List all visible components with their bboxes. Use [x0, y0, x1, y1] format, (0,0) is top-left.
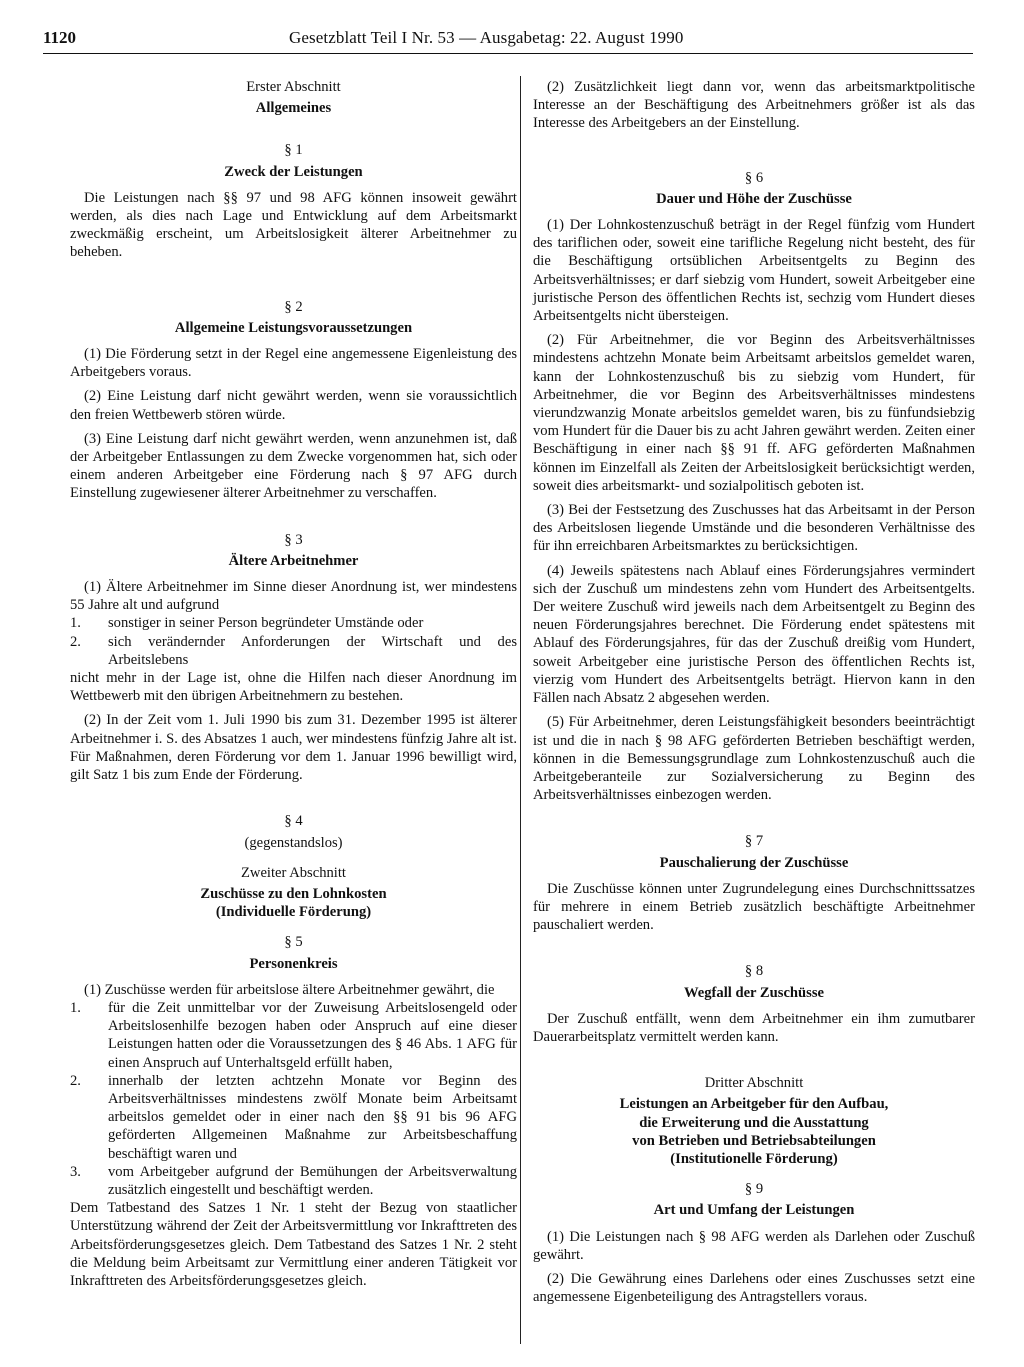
paragraph: (1) Die Leistungen nach § 98 AFG werden als Darlehen oder Zuschuß gewährt. [533, 1228, 975, 1263]
paragraph: (1) Der Lohnkostenzuschuß beträgt in der Regel fünfzig vom Hundert des tariflichen oder, soweit eine tarifliche Regelung nicht besteht, des für die Beschäftigung ortsüblichen Arbeitsentgelts zu Beginn des Arbeitsverhältnisses; er darf siebzig vom Hundert, soweit Arbeitgeber eine juristische Person des öffentlichen Rechts ist, sechzig vom Hundert dieses Arbeitsentgelts nicht übersteigen. [533, 217, 975, 325]
section-title: Wegfall der Zuschüsse [683, 984, 824, 1001]
section-number: § 2 [284, 298, 303, 315]
section-title: Art und Umfang der Leistungen [653, 1202, 855, 1219]
paragraph: (2) Für Arbeitnehmer, die vor Beginn des Arbeitsverhältnisses mindestens achtzehn Monate beim Arbeitsamt arbeitslos gemeldet waren, kann der Lohnkostenzuschuß bis zu siebzig vom Hundert, für Arbeitnehmer, die vor Beginn des Arbeitsverhältnisses mindestens vierundzwanzig Monate arbeitslos gemeldet waren, bis zu fünfundsiebzig vom Hundert für die Dauer bis zu acht Jahren gewährt werden. Zeiten einer Beschäftigung in einer nach §§ 91 ff. AFG geförderten Maßnahmen können im Einzelfall als Zeiten der Arbeitslosigkeit berücksichtigt werden, soweit dies arbeitsmarkt- und sozialpolitisch geboten ist. [533, 332, 975, 494]
section-number: § 8 [744, 963, 764, 980]
section-number: § 9 [744, 1181, 764, 1198]
section-number: § 4 [284, 813, 303, 830]
list-item-number: 2. [70, 633, 81, 650]
list-item-text: sich verändernder Anforderungen der Wirtschaft und des Arbeitslebens [108, 633, 517, 668]
list-item [70, 614, 517, 632]
page-header [43, 20, 973, 54]
part-title: Zuschüsse zu den Lohnkosten [200, 885, 387, 902]
list-item-number: 2. [70, 1072, 81, 1089]
section-title: Zweck der Leistungen [224, 163, 363, 180]
list-item-number: 1. [70, 615, 81, 632]
paragraph: Die Leistungen nach §§ 97 und 98 AFG können insoweit gewährt werden, als dies nach Lage und Entwicklung auf dem Arbeitsmarkt zweckmäßig erscheint, um Arbeitslosigkeit älterer Arbeitnehmer zu beheben. [70, 189, 517, 261]
list-item [70, 999, 517, 1072]
paragraph: (5) Für Arbeitnehmer, deren Leistungsfähigkeit besonders beeinträchtigt ist und die in nach § 98 AFG geförderten Betrieben beschäftigt werden, können in die Bemessungsgrundlage zum Lohnkostenzuschuß auch die Arbeitgeberanteile zur Sozialversicherung zu Beginn des Arbeitsverhältnisses einbezogen werden. [533, 714, 975, 804]
section-title: Pauschalierung der Zuschüsse [659, 854, 849, 871]
running-title: Gesetzblatt Teil I Nr. 53 — Ausgabetag: 22. August 1990 [289, 28, 684, 47]
paragraph: (1) Zuschüsse werden für arbeitslose ältere Arbeitnehmer gewährt, die [84, 981, 495, 998]
paragraph: (2) Eine Leistung darf nicht gewährt werden, wenn sie voraussichtlich den freien Wettbewerb stören würde. [70, 388, 517, 423]
column-divider [520, 76, 521, 1344]
part-title: (Individuelle Förderung) [215, 904, 372, 921]
paragraph-continuation: Dem Tatbestand des Satzes 1 Nr. 1 steht der Bezug von staatlicher Unterstützung während der Zeit der Arbeitsvermittlung vor Inkrafttreten des Arbeitsförderungsgesetzes gleich. Dem Tatbestand des Satzes 1 Nr. 2 steht die Meldung beim Arbeitsamt zur Vermittlung einer anderen Tätigkeit vor Inkrafttreten des Arbeitsförderungsgesetzes gleich. [70, 1200, 517, 1289]
paragraph: (4) Jeweils spätestens nach Ablauf eines Förderungsjahres vermindert sich der Zuschuß um mindestens zehn vom Hundert des Arbeitsentgelts. Der weitere Zuschuß wird jeweils nach dem Arbeitsentgelt zu Beginn des neuen Förderungsjahres berechnet. Die Förderung endet spätestens mit Ablauf des Förderungsjahres, für das der Zuschuß dreißig vom Hundert, soweit Arbeitgeber eine juristische Person des öffentlichen Rechts ist, vierzig vom Hundert des Arbeitsentgelts beträgt. Hiervon kann in den Fällen nach Absatz 2 abgesehen werden. [533, 562, 975, 707]
list-item-text: sonstiger in seiner Person begründeter Umstände oder [108, 615, 424, 632]
part-label: Dritter Abschnitt [704, 1075, 804, 1092]
paragraph: (2) Zusätzlichkeit liegt dann vor, wenn das arbeitsmarktpolitische Interesse an der Beschäftigung des Arbeitnehmers größer ist als das Interesse des Arbeitgebers an der Einstellung. [533, 79, 975, 132]
paragraph: Die Zuschüsse können unter Zugrundelegung eines Durchschnittssatzes für mehrere in einem Betrieb zusätzlich beschäftigte Arbeitnehmer pauschaliert werden. [533, 880, 975, 934]
list-item-number: 3. [70, 1163, 81, 1180]
list-item-text: vom Arbeitgeber aufgrund der Bemühungen der Arbeitsverwaltung zusätzlich eingestellt und beschäftigt werden. [108, 1163, 517, 1198]
paragraph: (3) Eine Leistung darf nicht gewährt werden, wenn anzunehmen ist, daß der Arbeitgeber Entlassungen zu dem Zwecke vorgenommen hat, sich oder einem anderen Arbeitgeber eine Förderung nach § 97 AFG durch Einstellung zugewiesener älterer Arbeitnehmer zu verschaffen. [70, 430, 517, 502]
section-title: Dauer und Höhe der Zuschüsse [656, 190, 852, 207]
paragraph: Der Zuschuß entfällt, wenn dem Arbeitnehmer ein ihm zumutbarer Dauerarbeitsplatz vermittelt werden kann. [533, 1010, 975, 1045]
section-title: Ältere Arbeitnehmer [228, 552, 359, 569]
list-item [70, 1072, 517, 1163]
part-label: Zweiter Abschnitt [241, 864, 346, 881]
section-number: § 5 [284, 934, 303, 951]
section-number: § 3 [284, 531, 303, 548]
list-item-number: 1. [70, 999, 81, 1016]
part-title: (Institutionelle Förderung) [670, 1150, 838, 1167]
part-label: Erster Abschnitt [246, 79, 341, 95]
section-title: Personenkreis [249, 955, 338, 972]
section-title: Allgemeine Leistungsvoraussetzungen [174, 319, 413, 336]
right-column [533, 78, 975, 1312]
paragraph-continuation: nicht mehr in der Lage ist, ohne die Hilfen nach dieser Anordnung im Wettbewerb mit den übrigen Arbeitnehmern zu bestehen. [70, 670, 517, 705]
list-item-text: für die Zeit unmittelbar vor der Zuweisung Arbeitslosengeld oder Arbeitslosenhilfe bezogen haben oder Anspruch auf eine dieser Leistungen hatten oder die Voraussetzungen des § 46 Abs. 1 AFG für einen Anspruch auf Unterhaltsgeld erfüllt haben, [108, 999, 517, 1071]
part-title: von Betrieben und Betriebsabteilungen [632, 1132, 876, 1149]
page-number: 1120 [43, 28, 77, 47]
part-title: Allgemeines [255, 100, 332, 117]
section-title: (gegenstandslos) [244, 834, 343, 851]
paragraph: (1) Die Förderung setzt in der Regel eine angemessene Eigenleistung des Arbeitgebers voraus. [70, 346, 517, 381]
paragraph: (3) Bei der Festsetzung des Zuschusses hat das Arbeitsamt in der Person des Arbeitslosen liegende Umstände und die besonderen Verhältnisse des für ihn erreichbaren Arbeitsmarktes zu berücksichtigen. [533, 502, 975, 555]
section-number: § 1 [284, 142, 303, 159]
paragraph: (1) Ältere Arbeitnehmer im Sinne dieser Anordnung ist, wer mindestens 55 Jahre alt und aufgrund [70, 579, 517, 614]
left-column [70, 78, 517, 1290]
list-item [70, 633, 517, 669]
part-title: Leistungen an Arbeitgeber für den Aufbau, [619, 1096, 889, 1113]
list-item-text: innerhalb der letzten achtzehn Monate vor Beginn des Arbeitsverhältnisses mindestens zwölf Monate beim Arbeitsamt arbeitslos gemeldet oder in einer nach den §§ 91 bis 96 AFG geförderten Allgemeinen Maßnahme zur Arbeitsbeschaffung beschäftigt waren und [108, 1072, 517, 1162]
paragraph: (2) Die Gewährung eines Darlehens oder eines Zuschusses setzt eine angemessene Eigenbeteiligung des Antragstellers voraus. [533, 1270, 975, 1306]
paragraph: (2) In der Zeit vom 1. Juli 1990 bis zum 31. Dezember 1995 ist älterer Arbeitnehmer i. S. des Absatzes 1 auch, wer mindestens fünfzig Jahre alt ist. Für Maßnahmen, deren Förderung vor dem 1. Januar 1996 bewilligt wird, gilt Satz 1 bis zum Ende der Förderung. [70, 712, 517, 784]
section-number: § 7 [744, 833, 764, 850]
part-title: die Erweiterung und die Ausstattung [639, 1114, 869, 1131]
list-item [70, 1163, 517, 1199]
section-number: § 6 [744, 169, 764, 186]
